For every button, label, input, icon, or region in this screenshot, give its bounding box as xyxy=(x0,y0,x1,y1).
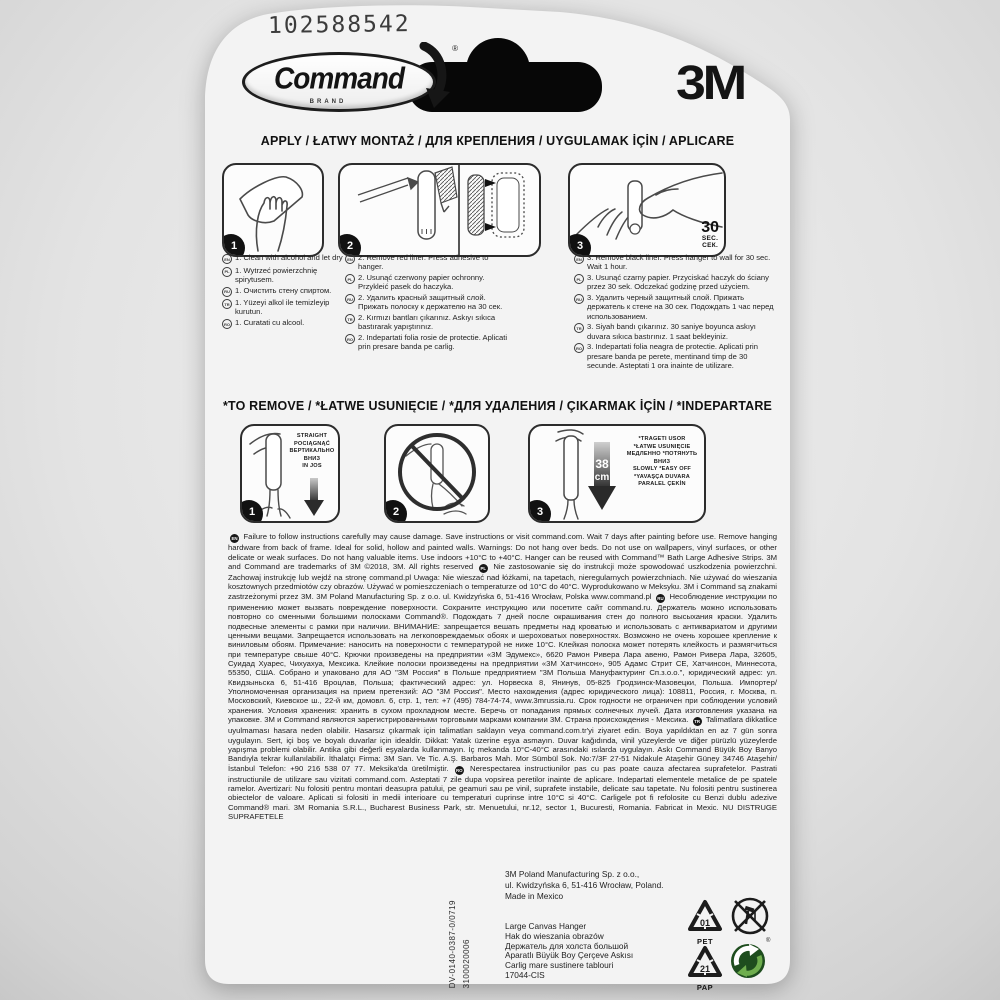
language-badge-icon: TR xyxy=(222,299,232,309)
text-line: *YAVAŞÇA DUVARA PARALEL ÇEKİN xyxy=(633,473,691,488)
step-text: 1. Wytrzeć powierzchnię spirytusem. xyxy=(235,265,318,284)
pet-recycle-icon xyxy=(686,898,724,946)
step-text: 1. Curatati cu alcool. xyxy=(235,318,305,327)
apply-step xyxy=(574,293,776,321)
step-text: 3. Indepartati folia neagra de protectie. Aplicati prin presare banda pe perete, mentinand timp de 30 secunde. Asteptati 1 ora inainte de utilizare. xyxy=(587,342,758,370)
step-text: 2. Indepartati folia rosie de protectie. Aplicati prin presare banda pe carlig. xyxy=(358,333,508,352)
apply-step xyxy=(345,293,507,312)
language-badge-icon: RO xyxy=(455,766,464,775)
apply-step xyxy=(345,333,507,352)
remove-step1-box xyxy=(240,424,340,523)
arrow-value: 38 xyxy=(595,457,609,471)
step-text: 1. Clean with alcohol and let dry xyxy=(235,253,343,262)
text-line: ВЕРТИКАЛЬНО xyxy=(289,448,335,455)
step-text: 1. Очистить стену спиртом. xyxy=(235,285,332,295)
pap-recycle-icon xyxy=(686,944,724,992)
text-line: Hak do wieszania obrazów xyxy=(505,930,604,941)
step-number-badge: 2 xyxy=(338,234,361,257)
text-line: Large Canvas Hanger xyxy=(505,921,587,931)
text-line: Carlig mare sustinere tablouri xyxy=(505,960,614,971)
remove-header: *TO REMOVE / *ŁATWE USUNIĘCIE / *ДЛЯ УДАЛЕНИЯ / ÇIKARMAK İÇİN / *INDEPARTARE xyxy=(222,398,773,413)
fine-print: EN Failure to follow instructions carefully may cause damage. Save instructions or visit command.com. Wait 7 days after painting before use. Remove hanging hardware from back of frame. Ideal for solid, hollow and painted walls. Warnings: Do not hang over beds. Do not use on wallpapers, vinyl surfaces, or other delicate or weak surfaces. Do not hang valuable items. Use indoors +10°C to +40°C. Hanger can be reused with Command™ Bath Large Adhesive Strips. 3M and Command are trademarks of 3M ©2018, 3M. All rights reserved PL Nie zastosowanie się do instrukcji może spowodować uszkodzenia powierzchni. Zachowaj instrukcję lub wejdź na stronę command.pl Uwaga: Nie wieszać nad łóżkami, na tapetach, nieregularnych powierzchniach. Nie używać do wieszania kosztownych przedmiotów czy obrazów. Używać w pomieszczeniach o temperaturze od 10°C do 40°C. Wyprodukowano w Meksyku. 3M i Command są znakami zastrzeżonymi przez 3M. 3M Poland Manufacturing Sp. z o.o. ul. Kwidzyńska 6, 51-416 Wrocław, Polska www.command.pl RU Несоблюдение инструкции по применению может вызвать повреждение поверхности. Сохраните инструкцию или посетите сайт command.ru. Держатель можно использовать повторно со сменными большими полосками Command®. Подождать 7 дней после окрашивания стен до полного высыхания краски. Удалить подвесные элементы с рамки при наличии. ВНИМАНИЕ: запрещается вешать предметы над кроватью и использовать с антиквариатом и другими ценными вещами. Запрещается использовать на легкоповреждаемых обоях и шероховатых поверхностях. Возможно не очень хорошее крепление к виниловым обоям. Примечание: наносить на поверхности с температурой не ниже 10°С. Клейкая полоска может потерять клейкость и размягчиться при температуре свыше 40°С. Крючки произведены на предприятии «3М Эдумекс», 6620 Рамон Ривера Лара авеню, Рамон Ривера Лара, 32605, Суидад Хуарес, Чихуахуа, Мексика. Клейкие полоски произведены на предприятии «3М Хатчинсон», 905 Адамс Стрит СЕ, Хатчинсон, Миннесота, 55350, США. Собрано и упаковано для АО "3М Россия" в Польше предприятием "3М Польша Мануфактуринг Сп.з.о.о.", юридический адрес: ул. Квидзыньска 6, 51-416 Вроцлав, Польша; фактический адрес: ул. Норвеска 8, Янинув, 05-825 Гродзинск-Мазовецки, Польша. Импортер/Уполномоченная организация на прием претензий: АО "3М Россия". Место нахождения (адрес юридического лица): 108811, Россия, г. Москва, п. Московский, Киевское ш., 22-й км, домовл. 6, стр. 1, тел: +7 (495) 784-74-74, www.3mrussia.ru. Срок годности не ограничен при соблюдении условий хранения. Условия хранения: хранить в сухом прохладном месте. Беречь от попадания прямых солнечных лучей. Дата изготовления указана на упаковке. 3М и Command являются зарегистрированными торговыми марками компании 3М. Страна происхождения - Мексика. TR Talimatlara dikkatlice uyulmaması hasara neden olabilir. Hasarsız çıkarmak için talimatları saklayın veya command.com.tr'yi ziyaret edin. Boya yapıldıktan en az 7 gün sonra uygulayın. Sert, içi boş ve boyalı duvarlar için idealdir. Dikkat: Yatak üzerine eşya asmayın. Duvar kağıdında, vinil yüzeylerde ve diğer pürüzlü yüzeylerde yapışma problemi olabilir. Antika gibi değerli eşyalarda kullanmayın. İç mekanda 10°C-40°C arasındaki ısılarda uygulayın. Askı Command Büyük Boy Banyo Bandıyla tekrar kullanılabilir. İthalatçı Firma: 3M San. Ve Tic. A.Ş. Barbaros Mah. Mor Sümbül Sok. No:7/3F 27-51 Nidakule Ataşehir Güney 34746 Ataşehir/İstanbul Telefon: +90 216 538 07 77. Meksika'da üretilmiştir. RO Nerespectarea instructiunilor pas cu pas poate cauza afectarea suprafetelor. Pastrati instructiunile de utilizare sau vizitati command.com. Asteptati 7 zile dupa vopsirea peretilor inainte de aplicare. Indepartati elementele metalice de pe spatele ramelor. Avertizari: Nu folositi pentru montari deasupra patului, pe geamuri sau pe vinil, suprafete instabile, delicate sau tapetate. Nu folositi pentru sustinerea obiectelor de valoare. Aplicati si folositi in medii interioare cu temperaturi cuprinse intre 10°C si 40°C. Carligele pot fi refolosite cu Benzi dublu adezive Command® mari. 3M Romania S.R.L., Bucharest Business Park, str. Menuetului, nr.12, sector 1, Bucuresti, Romania. Fabricat in Mexic. NU DISTRUGE SUPRAFETELE xyxy=(228,532,778,822)
apply-step3-box xyxy=(568,163,726,257)
step-text: 3. Удалить черный защитный слой. Прижать держатель к стене на 30 сек. Подождать 1 час перед использованием. xyxy=(587,293,774,321)
step-text: 2. Usunąć czerwony papier ochronny. Przykleić pasek do haczyka. xyxy=(358,273,485,292)
language-badge-icon: TR xyxy=(345,314,355,324)
apply-step xyxy=(574,273,776,292)
press-timer xyxy=(701,220,719,249)
text-line: DV-0140-0387-0/0719 xyxy=(448,899,457,988)
step-text: 2. Kırmızı bantları çıkarınız. Askıyı sıkıca bastırarak yapıştırınız. xyxy=(358,313,496,332)
apply-header: APPLY / ŁATWY MONTAŻ / ДЛЯ КРЕПЛЕНИЯ / UYGULAMAK İÇİN / APLICARE xyxy=(260,133,735,148)
text-line: МЕДЛЕННО *ПОТЯНУТЬ ВНИЗ xyxy=(626,451,698,465)
apply-column-3 xyxy=(574,253,776,372)
language-badge-icon: EN xyxy=(574,254,584,264)
text-line: ul. Kwidzyńska 6, 51-416 Wrocław, Poland. xyxy=(505,880,664,890)
step-text: 1. Yüzeyi alkol ile temizleyip kurutun. xyxy=(235,298,330,317)
text-line: SEC. xyxy=(701,235,719,242)
apply-step xyxy=(222,318,344,329)
apply-step xyxy=(574,342,776,370)
batch-stamp: 102588542 xyxy=(267,11,411,39)
pap-label: PAP xyxy=(696,983,714,992)
language-badge-icon: RU xyxy=(656,594,665,603)
language-badge-icon: PL xyxy=(345,274,355,284)
step-text: 2. Remove red liner. Press adhesive to hanger. xyxy=(358,253,489,272)
apply-step xyxy=(345,313,507,332)
step-number-badge: 2 xyxy=(384,500,407,523)
pap-number: 21 xyxy=(699,964,711,974)
language-badge-icon: TR xyxy=(693,717,702,726)
manufacturer-address xyxy=(505,869,664,902)
down-arrow-38cm-icon xyxy=(588,442,616,510)
language-badge-icon: PL xyxy=(574,274,584,284)
text-line: *TRAGETI USOR xyxy=(638,436,686,442)
apply-step xyxy=(345,273,507,292)
apply-step2-box xyxy=(338,163,541,257)
down-arrow-icon xyxy=(304,478,324,516)
language-badge-icon: RU xyxy=(222,287,232,297)
registered-mark: ® xyxy=(452,44,458,53)
apply-step xyxy=(345,253,507,272)
text-line: Держатель для холста большой xyxy=(505,940,629,951)
pet-number: 01 xyxy=(699,918,711,928)
language-badge-icon: PL xyxy=(222,267,232,277)
language-badge-icon: RO xyxy=(222,319,232,329)
language-badge-icon: EN xyxy=(222,254,232,264)
apply-step xyxy=(574,253,776,272)
text-line: 3M Poland Manufacturing Sp. z o.o., xyxy=(505,869,640,879)
arrow-unit: cm xyxy=(594,472,610,483)
command-logo xyxy=(242,44,458,106)
text-line: 3100020006 xyxy=(462,938,471,988)
text-line: Aparatlı Büyük Boy Çerçeve Askısı xyxy=(505,950,634,961)
command-logo-oval xyxy=(242,52,436,112)
green-dot-icon xyxy=(729,938,771,986)
green-dot-registered-mark: ® xyxy=(766,938,771,944)
text-line: POCIĄGNĄĆ xyxy=(294,440,330,447)
timer-value: 30 xyxy=(701,219,719,236)
product-name-translations xyxy=(505,922,633,981)
language-badge-icon: RU xyxy=(345,294,355,304)
language-badge-icon: RO xyxy=(574,343,584,353)
language-badge-icon: RU xyxy=(574,294,584,304)
step-text: 3. Siyah bandı çıkarınız. 30 saniye boyunca askıyı duvara sıkıca bastırınız. 1 saat bekleyiniz. xyxy=(587,322,756,341)
text-line: 17044-CIS xyxy=(505,969,545,980)
language-badge-icon: RO xyxy=(345,334,355,344)
text-line: Made in Mexico xyxy=(505,891,564,901)
apply-column-1 xyxy=(222,253,344,331)
text-line: СЕК. xyxy=(702,241,719,249)
text-line: SLOWLY *EASY OFF xyxy=(632,466,692,473)
pull-slowly-labels xyxy=(625,436,699,489)
text-line: IN JOS xyxy=(302,463,322,470)
remove-step2-box xyxy=(384,424,490,523)
command-logo-word: Command xyxy=(274,61,404,96)
apply-step1-box xyxy=(222,163,324,257)
command-logo-brand-sub: BRAND xyxy=(309,99,347,105)
text-line: ВНИЗ xyxy=(303,455,321,462)
timer-units xyxy=(701,236,719,249)
text-line: STRAIGHT xyxy=(296,433,328,439)
pet-label: PET xyxy=(696,937,714,946)
step-text: 3. Usunąć czarny papier. Przyciskać haczyk do ściany przez 30 sek. Odczekać godzinę przed użyciem. xyxy=(587,273,769,292)
step-number-badge: 1 xyxy=(240,500,263,523)
apply-step xyxy=(222,286,344,297)
step-number-badge: 3 xyxy=(568,234,591,257)
apply-step xyxy=(222,298,344,317)
language-badge-icon: EN xyxy=(345,254,355,264)
apply-step xyxy=(574,322,776,341)
step-number-badge: 1 xyxy=(222,234,245,257)
text-line: *ŁATWE USUNIĘCIE xyxy=(633,443,691,450)
3m-logo: 3M xyxy=(676,57,744,110)
language-badge-icon: PL xyxy=(479,564,488,573)
step-number-badge: 3 xyxy=(528,500,551,523)
step-text: 2. Удалить красный защитный слой. Прижать полоску к держателю на 30 сек. xyxy=(358,293,503,312)
production-codes xyxy=(448,850,471,988)
language-badge-icon: EN xyxy=(230,534,239,543)
pull-direction-labels xyxy=(288,433,336,471)
step-text: 3. Remove black liner. Press hanger to wall for 30 sec. Wait 1 hour. xyxy=(587,253,771,272)
remove-step3-box xyxy=(528,424,706,523)
no-tools-icon xyxy=(728,894,772,943)
apply-column-2 xyxy=(345,253,507,353)
language-badge-icon: TR xyxy=(574,323,584,333)
apply-step xyxy=(222,266,344,285)
apply-step xyxy=(222,253,344,264)
press-strip-illustration-icon xyxy=(340,165,539,255)
command-arrow-icon xyxy=(412,42,452,112)
